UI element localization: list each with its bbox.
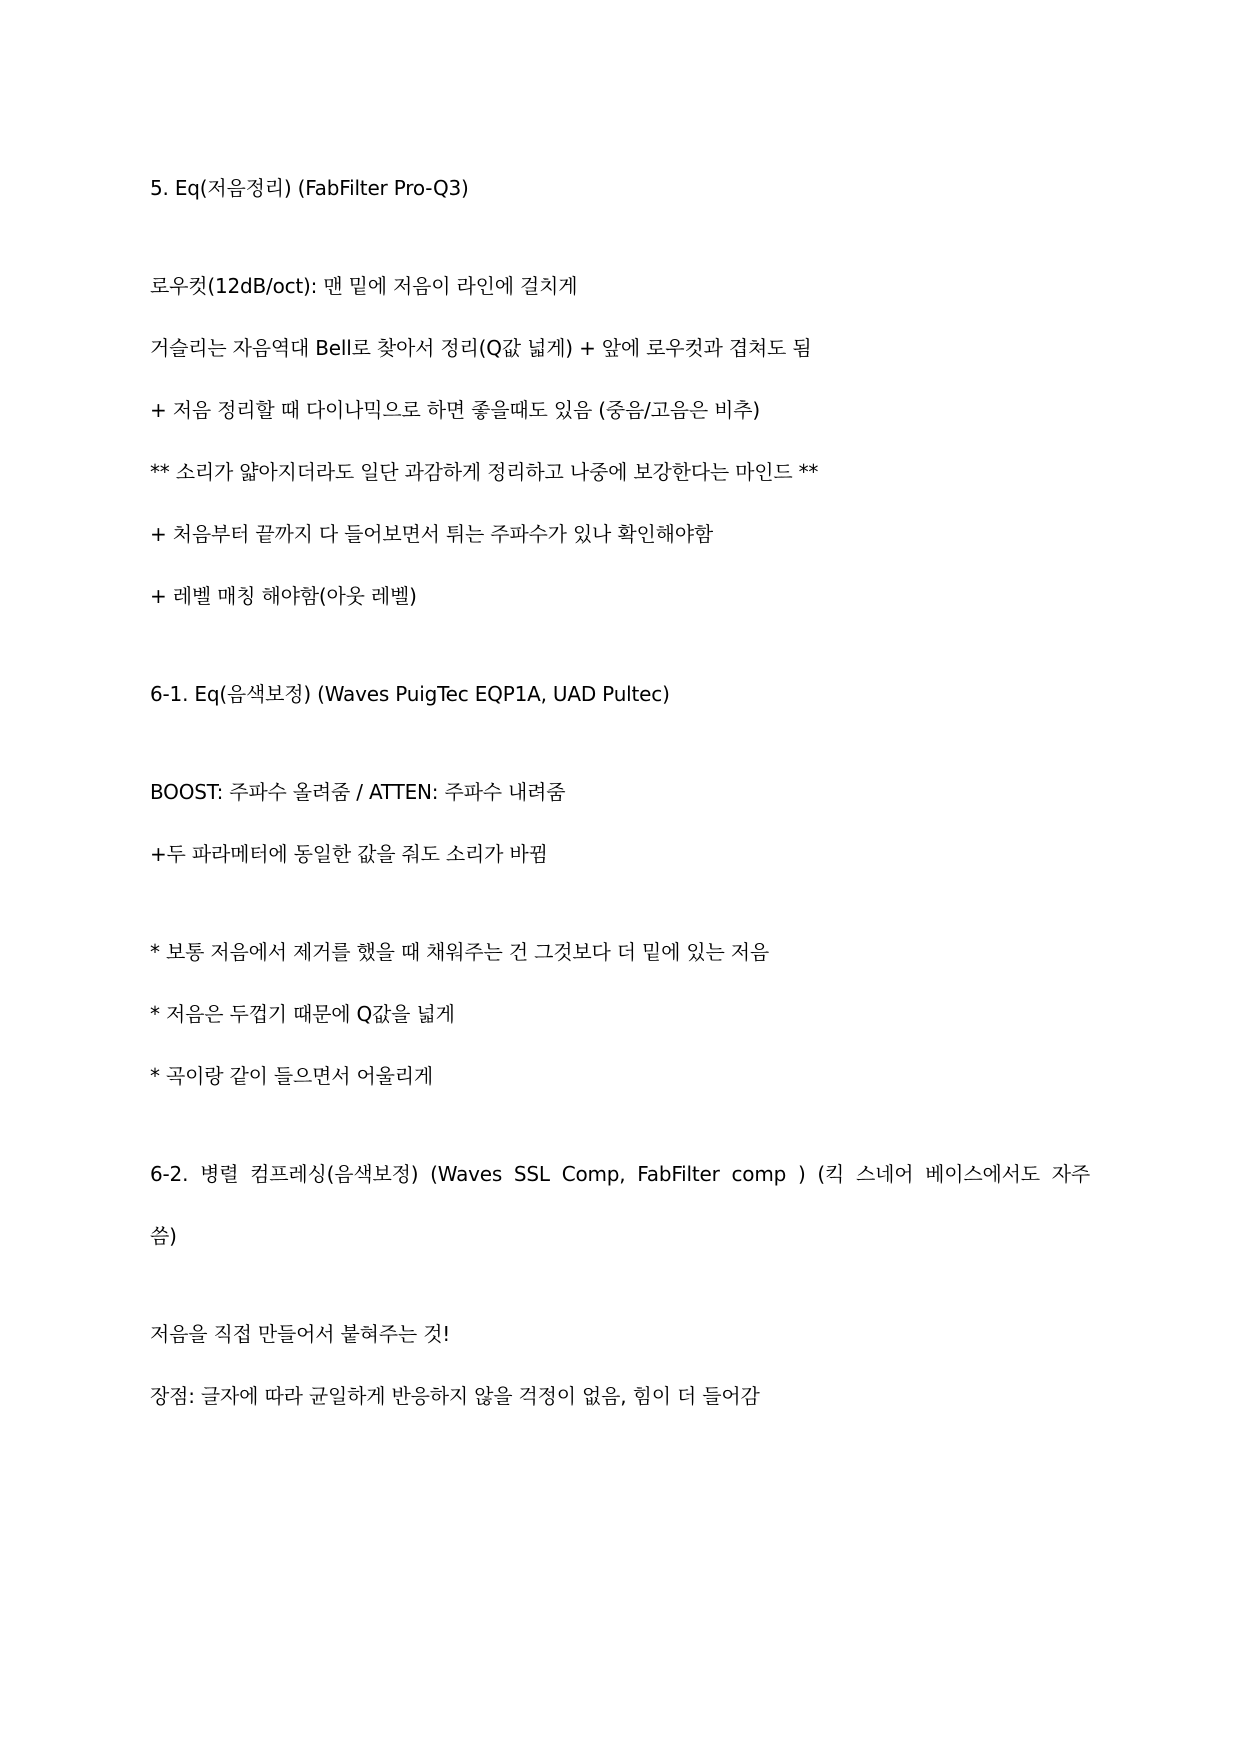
body-line: BOOST: 주파수 올려줌 / ATTEN: 주파수 내려줌: [150, 780, 566, 804]
body-line: 거슬리는 자음역대 Bell로 찾아서 정리(Q값 넓게) + 앞에 로우컷과 겹쳐도 됨: [150, 336, 812, 360]
body-line: + 레벨 매칭 해야함(아웃 레벨): [150, 584, 417, 608]
section-heading-eq-tone: 6-1. Eq(음색보정) (Waves PuigTec EQP1A, UAD Pultec): [150, 682, 670, 706]
body-line: +두 파라메터에 동일한 값을 줘도 소리가 바뀜: [150, 842, 548, 866]
body-line: * 저음은 두껍기 때문에 Q값을 넓게: [150, 1002, 455, 1026]
body-line: * 보통 저음에서 제거를 했을 때 채워주는 건 그것보다 더 밑에 있는 저음: [150, 940, 770, 964]
body-line: * 곡이랑 같이 들으면서 어울리게: [150, 1064, 433, 1088]
body-line: 로우컷(12dB/oct): 맨 밑에 저음이 라인에 걸치게: [150, 274, 578, 298]
body-line: ** 소리가 얇아지더라도 일단 과감하게 정리하고 나중에 보강한다는 마인드 **: [150, 460, 819, 484]
body-line: 장점: 글자에 따라 균일하게 반응하지 않을 걱정이 없음, 힘이 더 들어감: [150, 1384, 760, 1408]
body-line: + 처음부터 끝까지 다 들어보면서 튀는 주파수가 있나 확인해야함: [150, 522, 713, 546]
section-heading-parallel-comp: 6-2. 병렬 컴프레싱(음색보정) (Waves SSL Comp, FabFilter comp ) (킥 스네어 베이스에서도 자주: [150, 1162, 1090, 1186]
body-line: + 저음 정리할 때 다이나믹으로 하면 좋을때도 있음 (중음/고음은 비추): [150, 398, 760, 422]
body-line: 저음을 직접 만들어서 붙혀주는 것!: [150, 1322, 451, 1346]
body-line: 씀): [150, 1224, 177, 1248]
section-heading-eq-low: 5. Eq(저음정리) (FabFilter Pro-Q3): [150, 176, 469, 200]
